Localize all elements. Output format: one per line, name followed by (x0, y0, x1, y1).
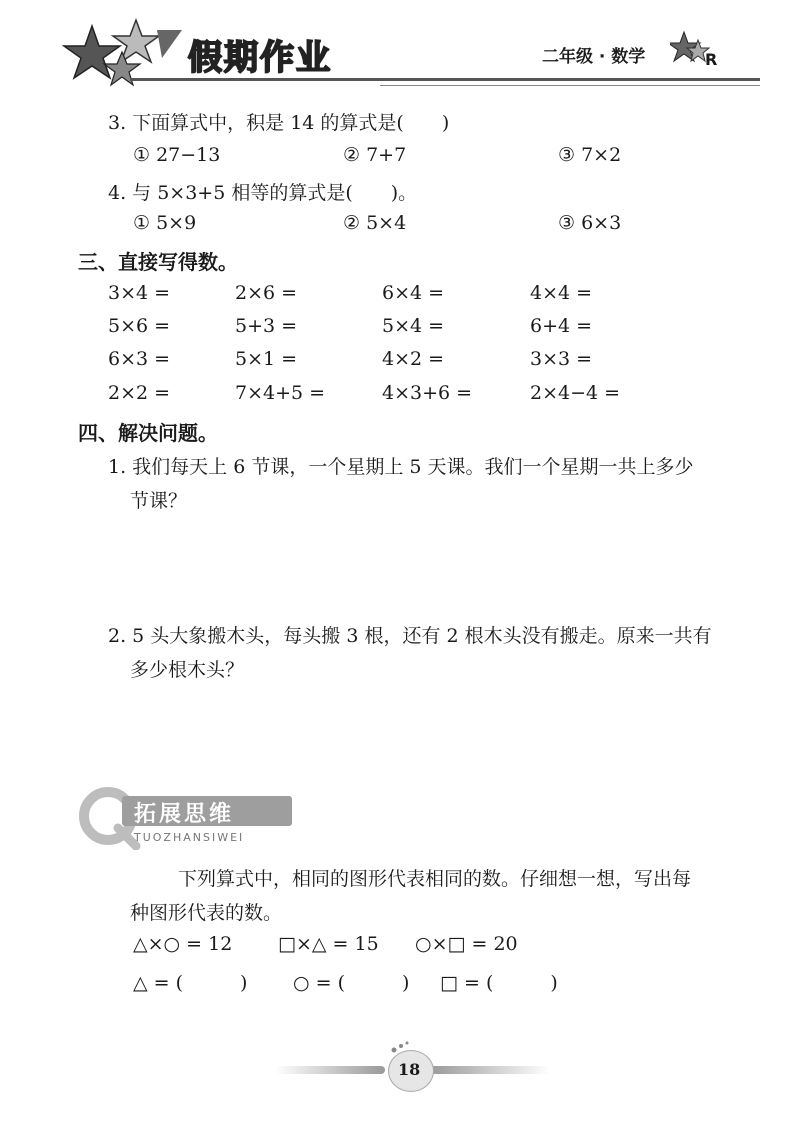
question-3-option-1: ① 27−13 (133, 144, 221, 166)
calc-item: 4×3+6 = (382, 382, 473, 404)
extension-intro-line-1: 下列算式中，相同的图形代表相同的数。仔细想一想，写出每 (178, 868, 692, 890)
page-number: 18 (398, 1060, 421, 1079)
calc-item: 2×4−4 = (530, 382, 621, 404)
footer (0, 1040, 800, 1100)
equation-2: □×△ = 15 (278, 933, 379, 955)
problem-2-line-2: 多少根木头？ (130, 659, 245, 681)
problem-1-line-2: 节课？ (130, 490, 188, 512)
header-rule (130, 78, 760, 81)
extension-subtitle: TUOZHANSIWEI (134, 831, 245, 844)
calc-item: 7×4+5 = (235, 382, 326, 404)
problem-1-line-1: 1. 我们每天上 6 节课，一个星期上 5 天课。我们一个星期一共上多少 (108, 456, 694, 478)
header-grade: 二年级 · 数学 (542, 47, 646, 67)
section-3-title: 三、直接写得数。 (78, 250, 238, 274)
calc-item: 6×3 = (108, 348, 171, 370)
extension-title: 拓展思维 (134, 802, 235, 827)
calc-item: 4×4 = (530, 282, 593, 304)
header (0, 0, 800, 100)
dots-decoration-icon (390, 1040, 420, 1054)
section-4-title: 四、解决问题。 (78, 421, 218, 445)
calc-item: 6×4 = (382, 282, 445, 304)
calc-item: 5×1 = (235, 348, 298, 370)
problem-2-line-1: 2. 5 头大象搬木头，每头搬 3 根，还有 2 根木头没有搬走。原来一共有 (108, 625, 712, 647)
question-4-stem: 4. 与 5×3+5 相等的算式是( )。 (108, 182, 418, 204)
equation-1: △×○ = 12 (133, 933, 233, 955)
extension-banner (78, 786, 298, 850)
question-4-option-3: ③ 6×3 (558, 212, 622, 234)
question-3-option-2: ② 7+7 (343, 144, 407, 166)
question-3-stem: 3. 下面算式中，积是 14 的算式是( ) (108, 112, 450, 134)
calc-item: 3×4 = (108, 282, 171, 304)
calc-item: 5×4 = (382, 315, 445, 337)
footer-bar-left (275, 1066, 385, 1074)
equation-3: ○×□ = 20 (415, 933, 518, 955)
answer-triangle: △ = ( ) (133, 972, 248, 994)
answer-circle: ○ = ( ) (293, 972, 410, 994)
question-4-option-2: ② 5×4 (343, 212, 407, 234)
calc-item: 3×3 = (530, 348, 593, 370)
header-rule-thin (380, 85, 760, 86)
calc-item: 4×2 = (382, 348, 445, 370)
calc-item: 2×6 = (235, 282, 298, 304)
small-star-icon (670, 30, 710, 70)
star-logo-icon (62, 18, 182, 96)
footer-bar-right (430, 1066, 550, 1074)
question-4-option-1: ① 5×9 (133, 212, 197, 234)
calc-item: 6+4 = (530, 315, 593, 337)
calc-item: 5×6 = (108, 315, 171, 337)
header-title: 假期作业 (188, 38, 332, 78)
question-3-option-3: ③ 7×2 (558, 144, 622, 166)
calc-item: 2×2 = (108, 382, 171, 404)
extension-intro-line-2: 种图形代表的数。 (130, 902, 283, 924)
calc-item: 5+3 = (235, 315, 298, 337)
header-badge: R (705, 50, 718, 69)
answer-square: □ = ( ) (440, 972, 558, 994)
